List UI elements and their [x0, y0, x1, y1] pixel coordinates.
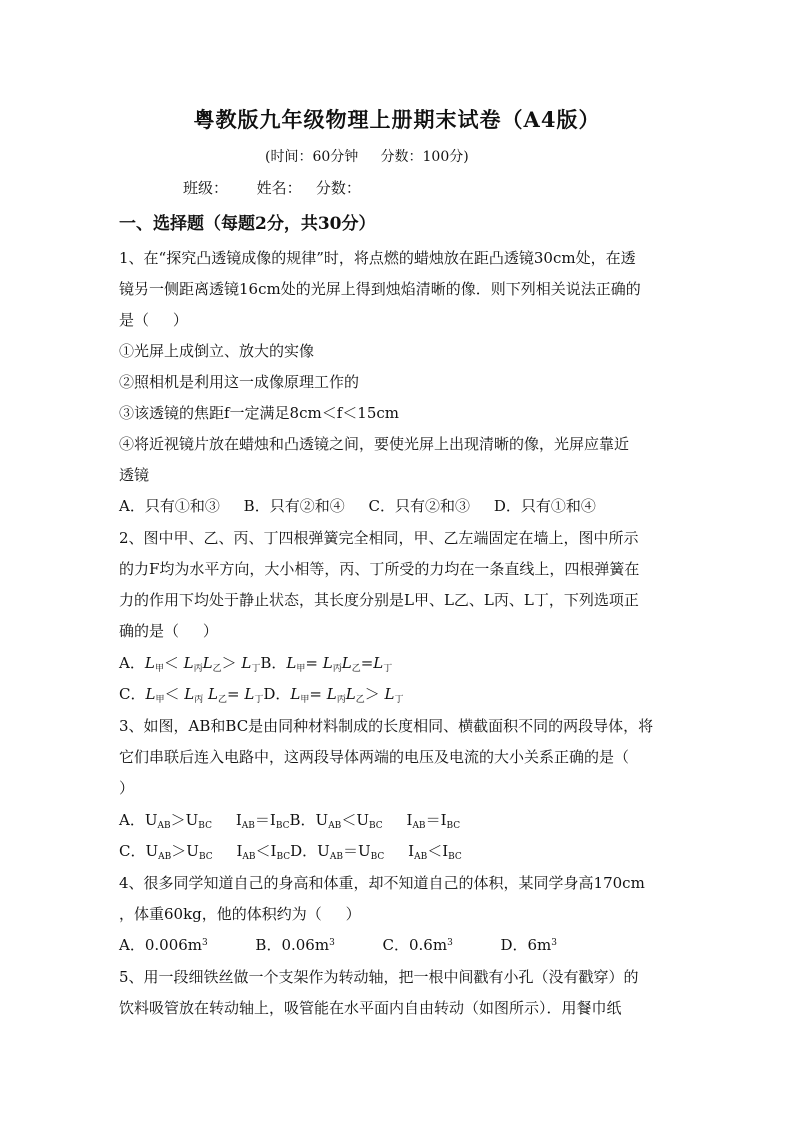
rel-sign: ＜: [255, 842, 271, 860]
q3-option-c-marker: C．: [119, 842, 146, 860]
sub-ab: AB: [242, 852, 256, 862]
rel-sign: =: [309, 685, 322, 703]
q5-line-2: 饮料吸管放在转动轴上，吸管能在水平面内自由转动（如图所示）．用餐巾纸: [119, 999, 622, 1017]
rel-sign: ＜: [341, 811, 357, 829]
len-symbol: L: [373, 654, 384, 672]
gap: [335, 936, 383, 954]
sub-ab: AB: [328, 821, 342, 831]
cube-sup: 3: [551, 938, 558, 948]
q1-line-1: 1、在“探究凸透镜成像的规律”时，将点燃的蜡烛放在距凸透镜30cm处，在透: [119, 249, 636, 267]
q2-line-2: 的力F均为水平方向，大小相等，丙、丁所受的力均在一条直线上，四根弹簧在: [119, 560, 640, 578]
sub-bing: 丙: [194, 695, 204, 705]
cube-sup: 3: [202, 938, 208, 948]
len-symbol: L: [244, 685, 255, 703]
q4-option-d: D．6m: [500, 936, 552, 954]
sub-ding: 丁: [251, 664, 261, 674]
cube-sup: 3: [447, 938, 453, 948]
sub-ab: AB: [157, 821, 171, 831]
current-symbol: I: [236, 842, 243, 860]
q2-option-b-marker: B．: [260, 654, 287, 672]
q3-options-ab: [119, 810, 460, 830]
gap: [213, 842, 237, 860]
len-symbol: L: [183, 654, 194, 672]
sub-yi: 乙: [218, 695, 228, 705]
sub-bc: BC: [368, 821, 383, 831]
sub-yi: 乙: [351, 664, 361, 674]
len-symbol: L: [208, 685, 218, 703]
gap: [212, 811, 236, 829]
q1-statement-4b: 透镜: [119, 466, 150, 484]
sub-ding: 丁: [383, 664, 393, 674]
q3-line-1: 3、如图，AB和BC是由同种材料制成的长度相同、横截面积不同的两段导体，将: [119, 717, 654, 735]
q3-options-cd: [119, 841, 462, 861]
q3-option-b-marker: B．: [289, 811, 316, 829]
current-symbol: I: [406, 811, 413, 829]
rel-sign: ＜: [427, 842, 443, 860]
sub-bc: BC: [446, 821, 461, 831]
q1-statement-2: ②照相机是利用这一成像原理工作的: [119, 373, 360, 391]
voltage-symbol: U: [315, 811, 329, 829]
q2-options-ab: [119, 653, 392, 673]
q4-option-c: C．0.6m: [382, 936, 448, 954]
sub-ab: AB: [158, 852, 172, 862]
student-info-line: 班级： 姓名： 分数：: [183, 179, 361, 197]
len-symbol: L: [286, 654, 297, 672]
q4-options: [119, 935, 557, 955]
sub-yi: 乙: [355, 695, 365, 705]
sub-bc: BC: [370, 852, 385, 862]
len-symbol: L: [345, 685, 356, 703]
q4-option-a: A．0.006m: [119, 936, 202, 954]
gap: [453, 936, 501, 954]
len-symbol: L: [341, 654, 352, 672]
sub-bc: BC: [276, 852, 291, 862]
rel-sign: =: [227, 685, 240, 703]
sub-bing: 丙: [193, 664, 203, 674]
q4-line-1: 4、很多同学知道自己的身高和体重，却不知道自己的体积，某同学身高170cm: [119, 874, 645, 892]
rel-sign: ＞: [170, 811, 186, 829]
sub-bing: 丙: [332, 664, 342, 674]
gap: [384, 842, 408, 860]
voltage-symbol: U: [186, 842, 199, 860]
q2-options-cd: [119, 684, 403, 704]
current-symbol: I: [440, 811, 447, 829]
voltage-symbol: U: [317, 842, 330, 860]
rel-sign: =: [305, 654, 318, 672]
sub-yi: 乙: [212, 664, 222, 674]
q2-option-d-marker: D．: [263, 685, 291, 703]
q4-option-b: B．0.06m: [255, 936, 330, 954]
q2-option-c-marker: C．: [119, 685, 146, 703]
rel-sign: ＞: [221, 654, 237, 672]
voltage-symbol: U: [356, 811, 369, 829]
rel-sign: ＜: [163, 654, 179, 672]
sub-jia: 甲: [300, 695, 310, 705]
q2-line-1: 2、图中甲、乙、丙、丁四根弹簧完全相同，甲、乙左端固定在墙上，图中所示: [119, 529, 639, 547]
len-symbol: L: [241, 654, 252, 672]
exam-time-score: (时间：60分钟 分数：100分): [265, 149, 469, 165]
rel-sign: ＝: [342, 842, 358, 860]
q3-line-2: 它们串联后连入电路中，这两段导体两端的电压及电流的大小关系正确的是（: [119, 748, 630, 766]
sub-bing: 丙: [336, 695, 346, 705]
len-symbol: L: [290, 685, 301, 703]
section-heading-choice: 一、选择题（每题2分，共30分）: [119, 214, 376, 234]
q1-statement-3: ③该透镜的焦距f一定满足8cm＜f＜15cm: [119, 404, 399, 422]
current-symbol: I: [408, 842, 415, 860]
sub-ab: AB: [414, 852, 428, 862]
rel-sign: ＜: [164, 685, 180, 703]
q1-line-2: 镜另一侧距离透镜16cm处的光屏上得到烛焰清晰的像．则下列相关说法正确的: [119, 280, 641, 298]
q3-option-d-marker: D．: [290, 842, 318, 860]
rel-sign: ＝: [425, 811, 441, 829]
voltage-symbol: U: [357, 842, 371, 860]
current-symbol: I: [235, 811, 242, 829]
q1-options: A．只有①和③ B．只有②和④ C．只有②和③ D．只有①和④: [119, 497, 596, 515]
voltage-symbol: U: [185, 811, 199, 829]
sub-ab: AB: [329, 852, 343, 862]
sub-bc: BC: [198, 821, 212, 831]
q3-option-a-marker: A．: [119, 811, 145, 829]
q2-line-3: 力的作用下均处于静止状态，其长度分别是L甲、L乙、L丙、L丁，下列选项正: [119, 591, 639, 609]
gap: [383, 811, 407, 829]
rel-sign: ＝: [254, 811, 270, 829]
q3-line-3: ）: [119, 779, 135, 797]
q2-line-4: 确的是（ ）: [119, 622, 218, 640]
gap: [208, 936, 256, 954]
len-symbol: L: [145, 685, 156, 703]
q2-option-a-marker: A．: [119, 654, 145, 672]
len-symbol: L: [384, 685, 395, 703]
current-symbol: I: [269, 811, 276, 829]
sub-ab: AB: [241, 821, 255, 831]
len-symbol: L: [202, 654, 213, 672]
exam-title: 粤教版九年级物理上册期末试卷（A4版）: [193, 107, 601, 132]
sub-ab: AB: [412, 821, 426, 831]
sub-bc: BC: [275, 821, 290, 831]
q1-statement-4a: ④将近视镜片放在蜡烛和凸透镜之间，要使光屏上出现清晰的像，光屏应靠近: [119, 435, 630, 453]
current-symbol: I: [442, 842, 449, 860]
q1-statement-1: ①光屏上成倒立、放大的实像: [119, 342, 315, 360]
voltage-symbol: U: [145, 842, 159, 860]
q4-line-2: ，体重60kg，他的体积约为（ ）: [119, 905, 361, 923]
len-symbol: L: [184, 685, 195, 703]
rel-sign: ＞: [364, 685, 380, 703]
cube-sup: 3: [329, 938, 335, 948]
sub-jia: 甲: [154, 664, 164, 674]
q1-line-3: 是（ ）: [119, 311, 188, 329]
sub-jia: 甲: [155, 695, 165, 705]
rel-sign: ＞: [171, 842, 187, 860]
current-symbol: I: [270, 842, 277, 860]
sub-ding: 丁: [254, 695, 264, 705]
sub-ding: 丁: [394, 695, 404, 705]
q5-line-1: 5、用一段细铁丝做一个支架作为转动轴，把一根中间戳有小孔（没有戳穿）的: [119, 968, 639, 986]
len-symbol: L: [326, 685, 337, 703]
voltage-symbol: U: [144, 811, 158, 829]
sub-bc: BC: [448, 852, 462, 862]
sub-bc: BC: [198, 852, 213, 862]
len-symbol: L: [322, 654, 333, 672]
sub-jia: 甲: [296, 664, 306, 674]
rel-sign: =: [360, 654, 374, 672]
len-symbol: L: [144, 654, 155, 672]
